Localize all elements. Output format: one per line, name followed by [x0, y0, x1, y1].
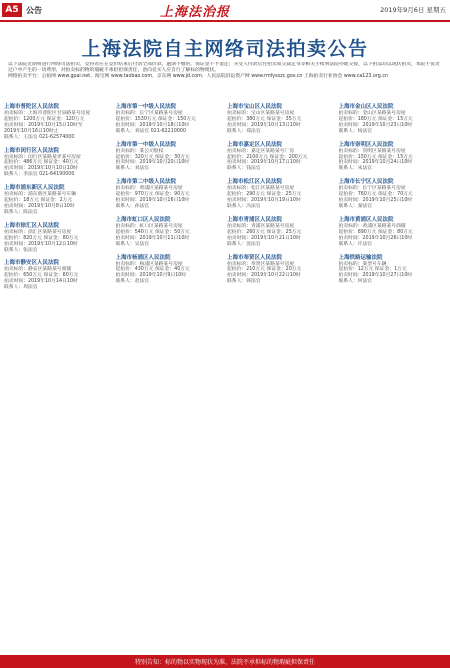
notice-column [4, 102, 112, 652]
auction-detail-line: 拍卖标的：浦东新区某路某号车辆 [4, 192, 76, 198]
auction-detail-line: 拍卖时间：2019年10月25日10时 [338, 198, 413, 204]
auction-notice [4, 183, 112, 216]
auction-notice [4, 146, 112, 179]
page-number: A5 [2, 3, 22, 17]
auction-detail-line: 起拍价：430万元 保证金：40万元 [115, 267, 190, 273]
court-name: 上海市第一中级人民法院 [115, 141, 177, 148]
auction-detail-line: 起拍价：540万元 保证金：50万元 [115, 229, 190, 235]
court-name: 上海市第二中级人民法院 [115, 179, 177, 186]
auction-detail-line: 拍卖时间：2019年10月15日10时至 [4, 122, 83, 128]
auction-detail-line: 起拍价：760万元 保证金：70万元 [338, 192, 413, 198]
auction-notice [116, 177, 224, 210]
auction-detail-line: 起拍价：290万元 保证金：25万元 [227, 192, 302, 198]
auction-detail-line: 拍卖标的：金山区某路某号房屋 [338, 111, 406, 116]
auction-detail-line: 拍卖时间：2019年10月14日10时 [4, 279, 78, 285]
auction-notice [339, 253, 447, 286]
auction-detail-line: 联系人：孙法官 [115, 203, 150, 209]
court-name: 上海市青浦区人民法院 [227, 216, 283, 223]
auction-notice [116, 140, 224, 173]
auction-detail-line: 2019年10月16日10时止 [4, 128, 59, 134]
auction-detail-line: 拍卖标的：嘉定区某路某号厂房 [227, 148, 295, 154]
auction-detail-line: 联系人：李法官 021-64190000 [4, 172, 75, 178]
court-name: 上海铁路运输法院 [338, 254, 383, 261]
auction-notice [339, 140, 447, 173]
auction-detail-line: 联系人：郑法官 [227, 128, 261, 134]
notice-columns [4, 102, 446, 652]
auction-detail-line: 拍卖标的：青浦区某路某号房屋 [227, 223, 295, 229]
auction-detail-line: 拍卖标的：杨浦区某路某号房屋 [115, 261, 183, 267]
court-name: 上海市金山区人民法院 [338, 104, 394, 110]
page-headline: 上海法院自主网络司法拍卖公告 [81, 38, 369, 60]
auction-detail-line: 拍卖时间：2019年10月8日10时 [4, 203, 75, 209]
auction-detail-line: 联系人：赵法官 [115, 279, 150, 285]
auction-detail-line: 起拍价：890万元 保证金：80万元 [338, 229, 413, 235]
auction-detail-line: 联系人：许法官 [338, 241, 373, 247]
auction-detail-line: 起拍价：150万元 保证金：15万元 [338, 154, 413, 160]
auction-detail-line: 拍卖时间：2019年10月26日10时 [338, 235, 413, 241]
section-label: 公告 [26, 5, 42, 15]
auction-detail-line: 拍卖时间：2019年10月9日10时 [115, 273, 187, 279]
auction-detail-line: 起拍价：650万元 保证金：60万元 [4, 273, 79, 279]
auction-notice [227, 177, 335, 210]
auction-detail-line: 联系人：秦法官 [338, 203, 373, 209]
auction-notice [227, 140, 335, 173]
auction-detail-line: 联系人：钱法官 [227, 166, 261, 172]
auction-detail-line: 拍卖标的：某公司股权 [115, 148, 164, 154]
auction-detail-line: 拍卖时间：2019年10月27日10时 [338, 273, 413, 279]
issue-date: 2019年9月6日 星期五 [380, 6, 446, 14]
auction-notice [116, 102, 224, 135]
auction-notice [116, 215, 224, 248]
auction-detail-line: 起拍价：12万元 保证金：1万元 [338, 267, 407, 273]
intro-paragraph [8, 62, 444, 92]
auction-detail-line: 起拍价：210万元 保证金：20万元 [227, 267, 302, 273]
auction-detail-line: 拍卖标的：虹口区某路某号房屋 [115, 223, 183, 229]
court-name: 上海市徐汇区人民法院 [4, 222, 60, 229]
court-name: 上海市闵行区人民法院 [4, 147, 60, 154]
auction-detail-line: 起拍价：486万元 保证金：40万元 [4, 160, 79, 166]
notice-column [227, 102, 335, 652]
auction-detail-line: 拍卖标的：黄浦区某路某号房屋 [115, 186, 183, 192]
auction-detail-line: 拍卖时间：2019年10月21日10时 [227, 235, 301, 241]
auction-detail-line: 联系人：刘法官 021-62210000 [115, 128, 186, 134]
intro-line: 网络拍卖平台：公拍网 www.gpai.net、淘宝网 www.taobao.com、京东网 www.jd.com、人民法院诉讼资产网 www.rmfysszc.gov.cn 上海拍卖行业协会 www.ca123.org.cn [8, 74, 389, 79]
auction-detail-line: 拍卖时间：2019年10月13日10时 [227, 122, 301, 128]
auction-detail-line: 拍卖时间：2019年10月10日10时 [4, 166, 78, 172]
auction-detail-line: 拍卖时间：2019年10月20日10时 [115, 160, 190, 166]
auction-detail-line: 拍卖标的：长宁区某路某号房屋 [115, 111, 183, 116]
auction-detail-line: 拍卖标的：某型号车辆 [338, 261, 387, 267]
auction-detail-line: 起拍价：18万元 保证金：2万元 [4, 198, 73, 204]
auction-detail-line: 联系人：刘法官 [115, 166, 150, 172]
auction-detail-line: 拍卖标的：松江区某路某号房屋 [227, 186, 295, 192]
intro-line: 以下法院近期将进行网络司法拍卖，竞得者应在竞价结束后付清全部价款，逾期不缴的，保证金不予退还；买受人付款后凭拍卖成交裁定书等相关手续到法院办理交接，以下拍品均以现状拍卖，本院不负责过户中产生的一切费用，对拍卖标的物的瑕疵不承担担保责任，意向竞买人应自行了解标的物现状。 [8, 62, 440, 73]
auction-detail-line: 拍卖时间：2019年10月12日10时 [4, 241, 78, 247]
court-name: 上海市第一中级人民法院 [115, 104, 177, 110]
auction-detail-line: 拍卖时间：2019年10月18日10时 [115, 122, 190, 128]
auction-detail-line: 起拍价：820万元 保证金：80万元 [4, 235, 79, 241]
auction-detail-line: 联系人：陈法官 [4, 209, 38, 215]
auction-detail-line: 拍卖时间：2019年10月16日10时 [115, 198, 190, 204]
auction-detail-line: 拍卖时间：2019年10月23日10时 [338, 122, 413, 128]
auction-notice [4, 221, 112, 254]
auction-detail-line: 联系人：沈法官 [227, 241, 261, 247]
auction-notice [339, 177, 447, 210]
footer-notice: 特别告知：标的物以实物现状为准，法院不承担标的物瑕疵担保责任 [0, 655, 450, 668]
auction-detail-line: 起拍价：180万元 保证金：15万元 [338, 116, 413, 122]
auction-detail-line: 拍卖标的：闵行区某路某弄某号房屋 [4, 154, 81, 160]
court-name: 上海市宝山区人民法院 [227, 104, 283, 110]
auction-detail-line: 拍卖时间：2019年10月17日10时 [227, 160, 301, 166]
court-name: 上海市普陀区人民法院 [4, 104, 60, 110]
auction-detail-line: 联系人：周法官 [4, 285, 38, 291]
auction-detail-line: 联系人：朱法官 [338, 166, 373, 172]
auction-detail-line: 联系人：冯法官 [227, 203, 261, 209]
auction-detail-line: 起拍价：1530万元 保证金：150万元 [115, 116, 196, 122]
auction-detail-line: 联系人：张法官 [4, 247, 38, 253]
auction-notice [4, 258, 112, 291]
auction-detail-line: 起拍价：260万元 保证金：25万元 [227, 229, 302, 235]
auction-detail-line: 起拍价：320万元 保证金：30万元 [115, 154, 190, 160]
court-name: 上海市虹口区人民法院 [115, 216, 171, 223]
auction-detail-line: 起拍价：380万元 保证金：35万元 [227, 116, 302, 122]
auction-detail-line: 拍卖标的：徐汇区某路某号房屋 [4, 229, 72, 235]
auction-detail-line: 拍卖时间：2019年10月19日10时 [227, 198, 301, 204]
court-name: 上海市崇明区人民法院 [338, 141, 394, 148]
auction-detail-line: 拍卖标的：奉贤区某路某号房屋 [227, 261, 295, 267]
auction-detail-line: 拍卖时间：2019年10月22日10时 [227, 273, 301, 279]
auction-detail-line: 拍卖标的：长宁区某路某号房屋 [338, 186, 406, 192]
court-name: 上海市浦东新区人民法院 [4, 185, 65, 192]
court-name: 上海市奉贤区人民法院 [227, 254, 283, 261]
auction-detail-line: 联系人：韩法官 [227, 279, 261, 285]
auction-detail-line: 拍卖标的：静安区某路某号商铺 [4, 267, 72, 273]
auction-detail-line: 起拍价：1200万元 保证金：120万元 [4, 116, 85, 122]
court-name: 上海市静安区人民法院 [4, 260, 60, 267]
auction-notice [339, 102, 447, 135]
auction-notice [227, 253, 335, 286]
auction-detail-line: 联系人：王法官 021-62574000 [4, 134, 75, 140]
auction-detail-line: 拍卖标的：宝山区某路某号房屋 [227, 111, 295, 116]
court-name: 上海市松江区人民法院 [227, 179, 283, 186]
notice-column [339, 102, 447, 652]
newspaper-logo: 上海法治报 [160, 5, 231, 20]
court-name: 上海市嘉定区人民法院 [227, 141, 283, 148]
auction-detail-line: 联系人：杨法官 [338, 128, 373, 134]
auction-detail-line: 拍卖标的：崇明区某镇某号房屋 [338, 148, 406, 154]
auction-notice [227, 102, 335, 135]
auction-detail-line: 拍卖标的：上海市普陀区甘泉路某号房屋 [4, 111, 91, 116]
auction-notice [227, 215, 335, 248]
auction-detail-line: 拍卖标的：黄浦区某路某号商铺 [338, 223, 406, 229]
court-name: 上海市黄浦区人民法院 [338, 216, 394, 223]
auction-notice [116, 253, 224, 286]
auction-notice [339, 215, 447, 248]
auction-detail-line: 联系人：何法官 [338, 279, 373, 285]
masthead [0, 0, 450, 22]
auction-detail-line: 起拍价：970万元 保证金：90万元 [115, 192, 190, 198]
notice-column [116, 102, 224, 652]
auction-detail-line: 拍卖时间：2019年10月11日10时 [115, 235, 190, 241]
auction-detail-line: 拍卖时间：2019年10月24日10时 [338, 160, 413, 166]
auction-notice [4, 102, 112, 141]
auction-detail-line: 起拍价：2100万元 保证金：200万元 [227, 154, 308, 160]
court-name: 上海市杨浦区人民法院 [115, 254, 171, 261]
auction-detail-line: 联系人：吴法官 [115, 241, 150, 247]
court-name: 上海市长宁区人民法院 [338, 179, 394, 186]
